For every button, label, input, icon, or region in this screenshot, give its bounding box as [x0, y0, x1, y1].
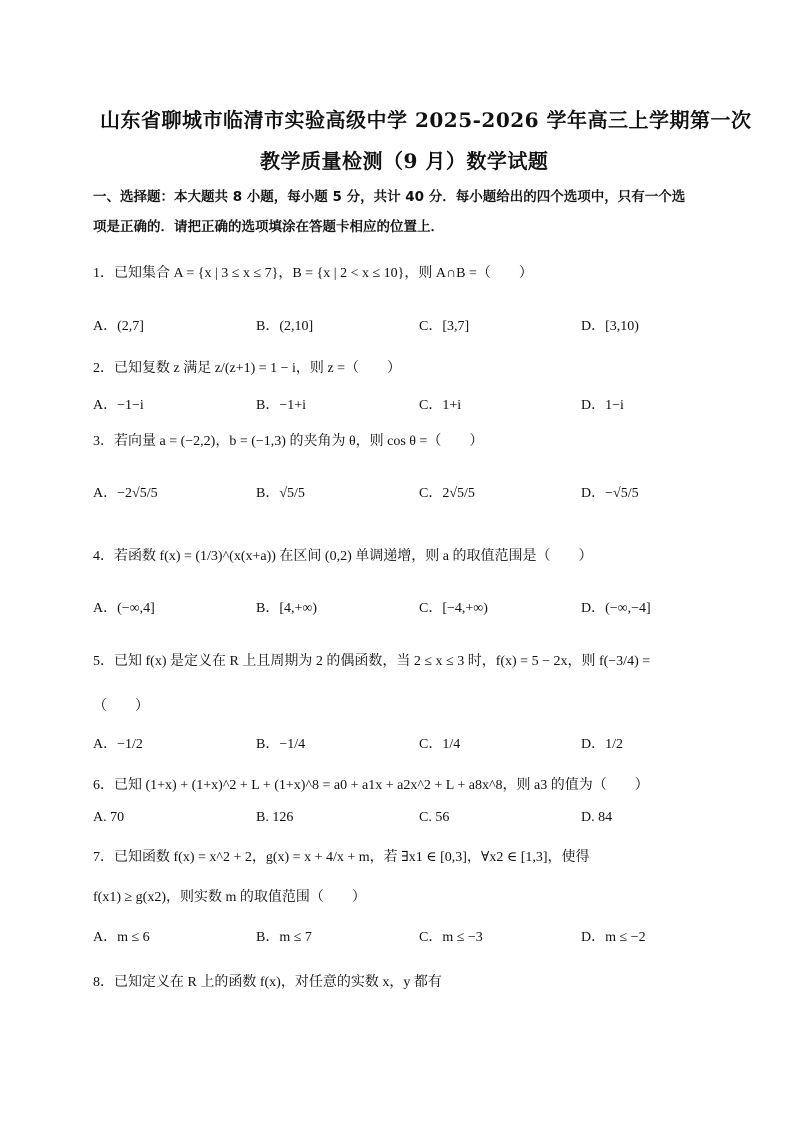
question-7-stem: 7．已知函数 f(x) = x^2 + 2，g(x) = x + 4/x + m，若 ∃x1 ∈ [0,3]，∀x2 ∈ [1,3]，使得: [93, 850, 590, 865]
question-5-option-d: D．1/2: [581, 737, 623, 752]
question-7-stem-continued: f(x1) ≥ g(x2)，则实数 m 的取值范围（ ）: [93, 890, 366, 905]
page-title-line1: 山东省聊城市临清市实验高级中学 2025-2026 学年高三上学期第一次: [100, 108, 752, 132]
question-3-option-c: C．2√5/5: [419, 486, 475, 501]
section-header-line1: 一、选择题：本大题共 8 小题，每小题 5 分，共计 40 分．每小题给出的四个选项中，只有一个选: [93, 189, 686, 205]
question-4-stem: 4．若函数 f(x) = (1/3)^(x(x+a)) 在区间 (0,2) 单调递增，则 a 的取值范围是（ ）: [93, 549, 593, 564]
question-6-option-a: A. 70: [93, 810, 125, 825]
question-6-option-b: B. 126: [256, 810, 294, 825]
question-8-stem: 8．已知定义在 R 上的函数 f(x)，对任意的实数 x，y 都有: [93, 975, 442, 990]
question-2-option-a: A．−1−i: [93, 398, 144, 413]
question-7-option-d: D．m ≤ −2: [581, 930, 646, 945]
question-7-option-c: C．m ≤ −3: [419, 930, 483, 945]
question-4-option-d: D．(−∞,−4]: [581, 601, 651, 616]
question-2-option-c: C．1+i: [419, 398, 462, 413]
page-title-line2: 教学质量检测（9 月）数学试题: [260, 149, 549, 173]
section-header-line2: 项是正确的．请把正确的选项填涂在答题卡相应的位置上．: [93, 219, 444, 235]
question-5-stem: 5．已知 f(x) 是定义在 R 上且周期为 2 的偶函数，当 2 ≤ x ≤ 3 时，f(x) = 5 − 2x，则 f(−3/4) =: [93, 654, 651, 669]
question-6-option-c: C. 56: [419, 810, 450, 825]
question-3-option-d: D．−√5/5: [581, 486, 639, 501]
question-6-stem: 6．已知 (1+x) + (1+x)^2 + L + (1+x)^8 = a0 + a1x + a2x^2 + L + a8x^8，则 a3 的值为（ ）: [93, 778, 649, 793]
question-1-option-a: A．(2,7]: [93, 319, 144, 334]
question-6-option-d: D. 84: [581, 810, 613, 825]
question-1-stem: 1．已知集合 A = {x | 3 ≤ x ≤ 7}，B = {x | 2 < x ≤ 10}，则 A∩B =（ ）: [93, 266, 533, 281]
question-4-option-b: B．[4,+∞): [256, 601, 318, 616]
question-4-option-c: C．[−4,+∞): [419, 601, 488, 616]
question-5-stem-continued: （ ）: [93, 699, 149, 714]
question-5-option-a: A．−1/2: [93, 737, 143, 752]
question-3-stem: 3．若向量 a = (−2,2)，b = (−1,3) 的夹角为 θ，则 cos θ =（ ）: [93, 434, 484, 449]
question-3-option-b: B．√5/5: [256, 486, 305, 501]
question-3-option-a: A．−2√5/5: [93, 486, 158, 501]
question-7-option-b: B．m ≤ 7: [256, 930, 312, 945]
question-2-stem: 2．已知复数 z 满足 z/(z+1) = 1 − i，则 z =（ ）: [93, 361, 402, 376]
question-5-option-b: B．−1/4: [256, 737, 306, 752]
question-5-option-c: C．1/4: [419, 737, 461, 752]
question-2-option-b: B．−1+i: [256, 398, 307, 413]
question-4-option-a: A．(−∞,4]: [93, 601, 155, 616]
question-1-option-b: B．(2,10]: [256, 319, 314, 334]
question-7-option-a: A．m ≤ 6: [93, 930, 150, 945]
question-2-option-d: D．1−i: [581, 398, 624, 413]
question-1-option-c: C．[3,7]: [419, 319, 470, 334]
question-1-option-d: D．[3,10): [581, 319, 639, 334]
